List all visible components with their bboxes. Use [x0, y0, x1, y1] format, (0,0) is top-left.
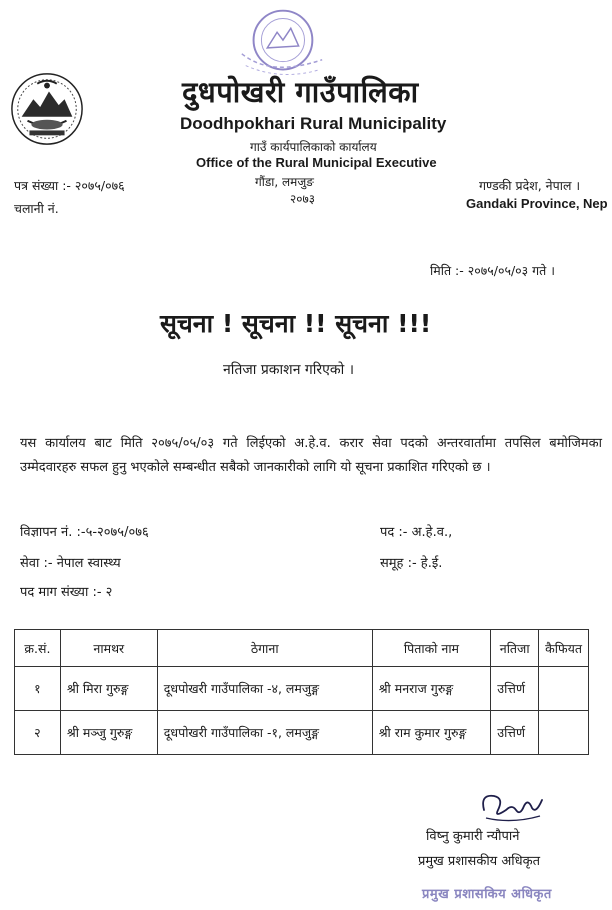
- group-field: समूह :- हे.ई.: [380, 556, 443, 571]
- municipality-title-nepali: दुधपोखरी गाउँपालिका: [182, 75, 419, 109]
- cell-serial: २: [15, 711, 61, 755]
- cell-serial: १: [15, 667, 61, 711]
- header-result: नतिजा: [491, 630, 539, 667]
- header-serial: क्र.सं.: [15, 630, 61, 667]
- designation-stamp: प्रमुख प्रशासकिय अधिकृत: [422, 887, 552, 902]
- notice-date: मिति :- २०७५/०५/०३ गते ।: [430, 263, 556, 278]
- cell-name: श्री मञ्जु गुरुङ्ग: [60, 711, 157, 755]
- cell-result: उत्तिर्ण: [491, 711, 539, 755]
- municipality-title-english: Doodhpokhari Rural Municipality: [180, 114, 447, 133]
- cell-result: उत्तिर्ण: [491, 667, 539, 711]
- signatory-title: प्रमुख प्रशासकीय अधिकृत: [418, 854, 541, 869]
- province-english: Gandaki Province, Nep: [466, 196, 608, 211]
- signatory-name: विष्नु कुमारी न्यौपाने: [426, 829, 520, 844]
- cell-father-name: श्री राम कुमार गुरुङ्ग: [372, 711, 491, 755]
- reference-number: पत्र संख्या :- २०७५/०७६: [14, 178, 125, 193]
- office-title-english: Office of the Rural Municipal Executive: [196, 155, 437, 170]
- advertisement-number: विज्ञापन नं. :-५-२०७५/०७६: [20, 525, 149, 540]
- dispatch-number: चलानी नं.: [14, 201, 59, 216]
- cell-remarks: [539, 711, 589, 755]
- demand-count-field: पद माग संख्या :- २: [20, 585, 113, 600]
- results-table: [14, 629, 589, 755]
- cell-address: दूधपोखरी गाउँपालिका -१, लमजुङ्ग: [157, 711, 372, 755]
- header-name: नामथर: [60, 630, 157, 667]
- notice-body: यस कार्यालय बाट मिति २०७५/०५/०३ गते लिईएको अ.हे.व. करार सेवा पदको अन्तरवार्तामा तपसिल बमोजिमका उम्मेदवारहरु सफल हुनु भएकोले सम्बन्धीत सबैको जानकारीको लागि यो सूचना प्रकाशित गरिएको छ ।: [20, 436, 602, 475]
- header-address: ठेगाना: [157, 630, 372, 667]
- table-row: [15, 711, 589, 755]
- post-field: पद :- अ.हे.व.,: [380, 525, 453, 540]
- nepal-emblem-seal-icon: [8, 70, 86, 148]
- province-nepali: गण्डकी प्रदेश, नेपाल ।: [479, 178, 581, 193]
- table-header-row: [15, 630, 589, 667]
- header-remarks: कैफियत: [539, 630, 589, 667]
- table-row: [15, 667, 589, 711]
- notice-subheadline: नतिजा प्रकाशन गरिएको ।: [223, 362, 355, 378]
- office-location: गौंडा, लमजुङ: [255, 175, 314, 189]
- handwritten-signature-icon: [476, 780, 548, 830]
- office-subtitle-nepali: गाउँ कार्यपालिकाको कार्यालय: [250, 140, 377, 154]
- established-year: २०७३: [290, 192, 315, 206]
- service-field: सेवा :- नेपाल स्वास्थ्य: [20, 556, 121, 571]
- cell-address: दूधपोखरी गाउँपालिका -४, लमजुङ्ग: [157, 667, 372, 711]
- cell-remarks: [539, 667, 589, 711]
- notice-headline: सूचना ! सूचना !! सूचना !!!: [160, 309, 432, 338]
- cell-father-name: श्री मनराज गुरुङ्ग: [372, 667, 491, 711]
- cell-name: श्री मिरा गुरुङ्ग: [60, 667, 157, 711]
- header-father-name: पिताको नाम: [372, 630, 491, 667]
